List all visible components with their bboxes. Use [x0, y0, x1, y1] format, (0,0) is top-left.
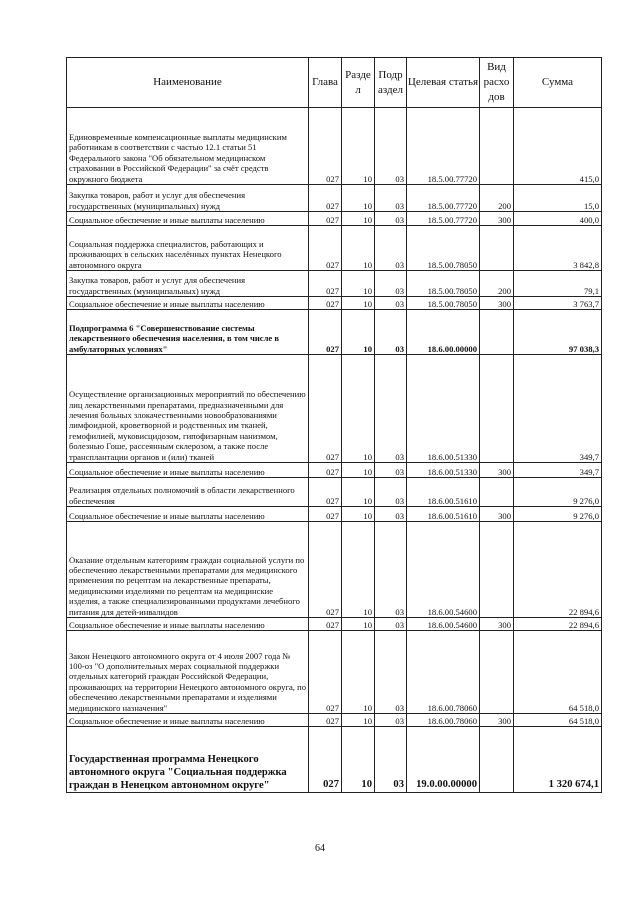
cell-name: Социальное обеспечение и иные выплаты населению [67, 212, 309, 226]
cell-target: 18.6.00.51330 [407, 355, 480, 463]
cell-subsection: 03 [375, 297, 407, 310]
cell-target: 18.6.00.51610 [407, 478, 480, 507]
cell-sum: 64 518,0 [514, 714, 602, 727]
cell-section: 10 [342, 212, 375, 226]
table-row [67, 463, 602, 478]
cell-section: 10 [342, 297, 375, 310]
cell-target: 18.5.00.77720 [407, 185, 480, 212]
cell-section: 10 [342, 226, 375, 271]
cell-sum: 3 763,7 [514, 297, 602, 310]
header-target: Целевая статья [407, 58, 480, 108]
cell-expense-type [480, 108, 514, 185]
cell-expense-type: 300 [480, 618, 514, 631]
cell-subsection: 03 [375, 226, 407, 271]
cell-expense-type: 200 [480, 271, 514, 297]
table-row [67, 478, 602, 507]
cell-sum: 79,1 [514, 271, 602, 297]
cell-sum: 349,7 [514, 463, 602, 478]
cell-expense-type: 300 [480, 463, 514, 478]
table-row [67, 185, 602, 212]
cell-sum: 9 276,0 [514, 478, 602, 507]
cell-target: 19.0.00.00000 [407, 727, 480, 793]
cell-name: Подпрограмма 6 "Совершенствование системы лекарственного обеспечения населения, в том числе в амбулаторных условиях" [67, 310, 309, 355]
cell-name: Социальное обеспечение и иные выплаты населению [67, 463, 309, 478]
cell-name: Социальная поддержка специалистов, работающих и проживающих в сельских населённых пунктах Ненецкого автономного округа [67, 226, 309, 271]
cell-name: Оказание отдельным категориям граждан социальной услуги по обеспечению лекарственными препаратами для медицинского применения по рецептам на лекарственные препараты, медицинскими изделиями по рецептам на медицинские изделия, а также специализированными продуктами лечебного питания для детей-инвалидов [67, 522, 309, 618]
cell-chapter: 027 [309, 185, 342, 212]
cell-section: 10 [342, 507, 375, 522]
cell-subsection: 03 [375, 478, 407, 507]
cell-section: 10 [342, 310, 375, 355]
cell-name: Реализация отдельных полномочий в области лекарственного обеспечения [67, 478, 309, 507]
cell-sum: 400,0 [514, 212, 602, 226]
cell-section: 10 [342, 271, 375, 297]
cell-chapter: 027 [309, 271, 342, 297]
cell-sum: 22 894,6 [514, 522, 602, 618]
cell-expense-type [480, 310, 514, 355]
cell-name: Осуществление организационных мероприятий по обеспечению лиц лекарственными препаратами, предназначенными для лечения больных злокачественными новообразованиями лимфоидной, кроветворной и родственных им тканей, гемофилией, муковисцидозом, гипофизарным нанизмом, болезнью Гоше, рассеянным склерозом, а также после трансплантации органов и (или) тканей [67, 355, 309, 463]
header-row [67, 58, 602, 108]
cell-chapter: 027 [309, 727, 342, 793]
header-sum: Сумма [514, 58, 602, 108]
cell-chapter: 027 [309, 463, 342, 478]
header-expense-type: Вид расхо дов [480, 58, 514, 108]
cell-expense-type: 300 [480, 714, 514, 727]
cell-subsection: 03 [375, 463, 407, 478]
table-row [67, 355, 602, 463]
cell-subsection: 03 [375, 618, 407, 631]
cell-subsection: 03 [375, 714, 407, 727]
cell-subsection: 03 [375, 310, 407, 355]
cell-target: 18.5.00.78050 [407, 271, 480, 297]
cell-target: 18.6.00.78060 [407, 631, 480, 714]
cell-chapter: 027 [309, 507, 342, 522]
table-row [67, 226, 602, 271]
cell-chapter: 027 [309, 297, 342, 310]
cell-sum: 15,0 [514, 185, 602, 212]
cell-target: 18.6.00.54600 [407, 618, 480, 631]
cell-chapter: 027 [309, 522, 342, 618]
cell-section: 10 [342, 714, 375, 727]
cell-sum: 97 038,3 [514, 310, 602, 355]
cell-target: 18.5.00.77720 [407, 108, 480, 185]
cell-subsection: 03 [375, 507, 407, 522]
header-subsection: Подр аздел [375, 58, 407, 108]
cell-expense-type: 200 [480, 185, 514, 212]
table-row [67, 618, 602, 631]
cell-section: 10 [342, 727, 375, 793]
cell-expense-type [480, 355, 514, 463]
header-chapter: Глава [309, 58, 342, 108]
table-row-program [67, 727, 602, 793]
table-row [67, 522, 602, 618]
cell-subsection: 03 [375, 631, 407, 714]
cell-target: 18.5.00.78050 [407, 226, 480, 271]
header-section: Разде л [342, 58, 375, 108]
page-number: 64 [315, 843, 325, 854]
cell-target: 18.6.00.00000 [407, 310, 480, 355]
cell-name: Закон Ненецкого автономного округа от 4 июля 2007 года № 100-оз "О дополнительных мерах социальной поддержки отдельных категорий граждан Российской Федерации, проживающих на территории Ненецкого автономного округа, по обеспечению лекарственными препаратами и изделиями медицинского назначения" [67, 631, 309, 714]
table-row [67, 714, 602, 727]
cell-section: 10 [342, 463, 375, 478]
cell-subsection: 03 [375, 522, 407, 618]
table-row [67, 108, 602, 185]
cell-sum: 9 276,0 [514, 507, 602, 522]
cell-target: 18.5.00.78050 [407, 297, 480, 310]
cell-subsection: 03 [375, 185, 407, 212]
cell-name: Единовременные компенсационные выплаты медицинским работникам в соответствии с частью 12.1 статьи 51 Федерального закона "Об обязательном медицинском страховании в Российской Федерации" за счёт средств окружного бюджета [67, 108, 309, 185]
cell-expense-type [480, 631, 514, 714]
cell-sum: 3 842,8 [514, 226, 602, 271]
table-row [67, 297, 602, 310]
cell-target: 18.5.00.77720 [407, 212, 480, 226]
cell-name: Закупка товаров, работ и услуг для обеспечения государственных (муниципальных) нужд [67, 271, 309, 297]
cell-subsection: 03 [375, 727, 407, 793]
cell-section: 10 [342, 631, 375, 714]
cell-target: 18.6.00.54600 [407, 522, 480, 618]
cell-chapter: 027 [309, 618, 342, 631]
cell-expense-type: 300 [480, 507, 514, 522]
cell-name: Государственная программа Ненецкого автономного округа "Социальная поддержка граждан в Ненецком автономном округе" [67, 727, 309, 793]
cell-section: 10 [342, 108, 375, 185]
cell-expense-type [480, 727, 514, 793]
cell-chapter: 027 [309, 108, 342, 185]
cell-expense-type [480, 522, 514, 618]
cell-chapter: 027 [309, 478, 342, 507]
table-row [67, 271, 602, 297]
cell-expense-type: 300 [480, 297, 514, 310]
cell-chapter: 027 [309, 226, 342, 271]
cell-chapter: 027 [309, 631, 342, 714]
cell-chapter: 027 [309, 212, 342, 226]
cell-sum: 1 320 674,1 [514, 727, 602, 793]
cell-subsection: 03 [375, 212, 407, 226]
cell-subsection: 03 [375, 108, 407, 185]
cell-section: 10 [342, 185, 375, 212]
cell-chapter: 027 [309, 714, 342, 727]
cell-subsection: 03 [375, 271, 407, 297]
cell-name: Социальное обеспечение и иные выплаты населению [67, 714, 309, 727]
budget-table [66, 57, 602, 793]
cell-name: Социальное обеспечение и иные выплаты населению [67, 618, 309, 631]
cell-chapter: 027 [309, 355, 342, 463]
cell-target: 18.6.00.78060 [407, 714, 480, 727]
cell-section: 10 [342, 522, 375, 618]
cell-sum: 64 518,0 [514, 631, 602, 714]
cell-expense-type: 300 [480, 212, 514, 226]
table-row [67, 507, 602, 522]
cell-sum: 349,7 [514, 355, 602, 463]
table-row [67, 212, 602, 226]
cell-sum: 22 894,6 [514, 618, 602, 631]
cell-name: Социальное обеспечение и иные выплаты населению [67, 297, 309, 310]
cell-name: Закупка товаров, работ и услуг для обеспечения государственных (муниципальных) нужд [67, 185, 309, 212]
cell-section: 10 [342, 355, 375, 463]
cell-section: 10 [342, 618, 375, 631]
cell-name: Социальное обеспечение и иные выплаты населению [67, 507, 309, 522]
cell-target: 18.6.00.51330 [407, 463, 480, 478]
cell-sum: 415,0 [514, 108, 602, 185]
header-name: Наименование [67, 58, 309, 108]
cell-chapter: 027 [309, 310, 342, 355]
table-row-subprogram [67, 310, 602, 355]
cell-subsection: 03 [375, 355, 407, 463]
cell-target: 18.6.00.51610 [407, 507, 480, 522]
cell-expense-type [480, 226, 514, 271]
cell-expense-type [480, 478, 514, 507]
cell-section: 10 [342, 478, 375, 507]
table-row [67, 631, 602, 714]
